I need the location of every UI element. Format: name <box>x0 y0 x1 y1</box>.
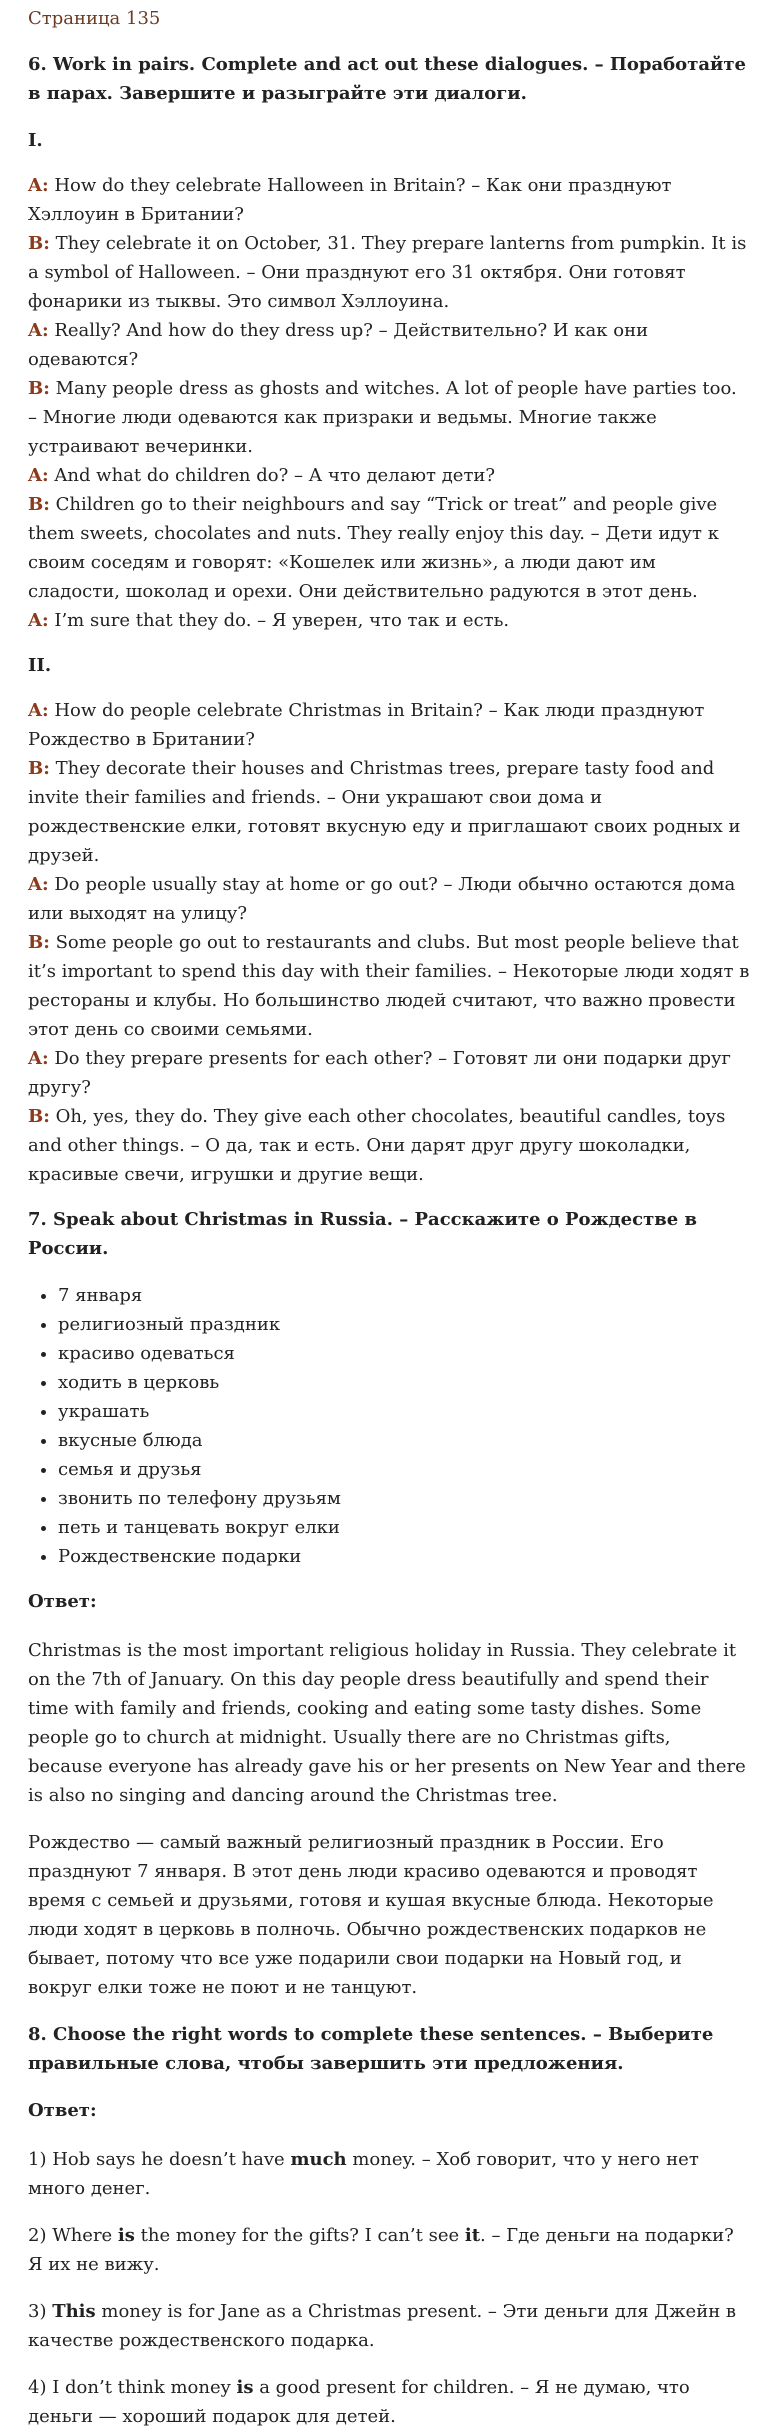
task-6-heading: 6. Work in pairs. Complete and act out these dialogues. – Поработайте в парах. Завершите и разыграйте эти диалоги. <box>28 54 746 104</box>
line-text: Really? And how do they dress up? – Действительно? И как они одеваются? <box>28 320 649 370</box>
list-item: • Рождественские подарки <box>58 1542 750 1571</box>
sentence-list <box>28 2145 750 2431</box>
dialogue-line <box>28 490 750 606</box>
sentence-text: money is for Jane as a Christmas present. – Эти деньги для Джейн в качестве рождественского подарка. <box>28 2301 737 2351</box>
dialogue-line <box>28 374 750 461</box>
page-number: Страница 135 <box>28 8 161 29</box>
speaker-label: A: <box>28 175 49 196</box>
sentence-text: 4) I don’t think money <box>28 2377 237 2398</box>
dialogue-line <box>28 606 750 635</box>
line-text: Do they prepare presents for each other? – Готовят ли они подарки друг другу? <box>28 1048 731 1098</box>
dialogue-line <box>28 1102 750 1189</box>
speaker-label: B: <box>28 494 50 515</box>
line-text: Some people go out to restaurants and clubs. But most people believe that it’s important to spend this day with their families. – Некоторые люди ходят в рестораны и клубы. Но большинство людей считают, что важно провести этот день со своими семьями. <box>28 932 750 1040</box>
line-text: I’m sure that they do. – Я уверен, что так и есть. <box>48 610 510 631</box>
answer-russian: Рождество — самый важный религиозный праздник в России. Его празднуют 7 января. В этот день люди красиво одеваются и проводят время с семьей и друзьями, готовя и кушая вкусные блюда. Некоторые люди ходят в церковь в полночь. Обычно рождественских подарков не бывает, потому что все уже подарили свои подарки на Новый год, и вокруг елки тоже не поют и не танцуют. <box>28 1832 714 1998</box>
dialogue-line <box>28 461 750 490</box>
list-item: • религиозный праздник <box>58 1310 750 1339</box>
answer-english: Christmas is the most important religious holiday in Russia. They celebrate it on the 7th of January. On this day people dress beautifully and spend their time with family and friends, cooking and eating some tasty dishes. Some people go to church at midnight. Usually there are no Christmas gifts, because everyone has already gave his or her presents on New Year and there is also no singing and dancing around the Christmas tree. <box>28 1640 746 1806</box>
sentence-text: money. – Хоб говорит, что у него нет много денег. <box>28 2149 699 2199</box>
speaker-label: A: <box>28 320 49 341</box>
line-text: Do people usually stay at home or go out? – Люди обычно остаются дома или выходят на улицу? <box>28 874 736 924</box>
list-item: • ходить в церковь <box>58 1368 750 1397</box>
task-8-heading: 8. Choose the right words to complete these sentences. – Выберите правильные слова, чтобы завершить эти предложения. <box>28 2024 714 2074</box>
dialogue-line <box>28 870 750 928</box>
list-item: • красиво одеваться <box>58 1339 750 1368</box>
line-text: And what do children do? – А что делают дети? <box>48 465 496 486</box>
task-8-answer-label: Ответ: <box>28 2100 97 2121</box>
sentence <box>28 2145 750 2203</box>
sentence-text: 1) Hob says he doesn’t have <box>28 2149 291 2170</box>
speaker-label: A: <box>28 465 49 486</box>
dialogues <box>28 126 750 1189</box>
sentence <box>28 2297 750 2355</box>
list-item: • вкусные блюда <box>58 1426 750 1455</box>
sentence-text: . – Где деньги на подарки? Я их не вижу. <box>28 2225 734 2275</box>
dialogue-line <box>28 1044 750 1102</box>
sentence-text: a good present for children. – Я не думаю, что деньги — хороший подарок для детей. <box>28 2377 690 2427</box>
dialogue-line <box>28 229 750 316</box>
speaker-label: A: <box>28 1048 49 1069</box>
task-6 <box>28 50 750 1189</box>
answer-word: This <box>52 2301 96 2322</box>
sentence <box>28 2373 750 2431</box>
sentence-text: the money for the gifts? I can’t see <box>134 2225 465 2246</box>
dialogue-line <box>28 696 750 754</box>
answer-word: it <box>464 2225 481 2246</box>
answer-word: is <box>117 2225 135 2246</box>
line-text: Children go to their neighbours and say “Trick or treat” and people give them sweets, chocolates and nuts. They really enjoy this day. – Дети идут к своим соседям и говорят: «Кошелек или жизнь», а люди дают им сладости, шоколад и орехи. Они действительно радуются в этот день. <box>28 494 719 602</box>
line-text: How do they celebrate Halloween in Britain? – Как они празднуют Хэллоуин в Британии? <box>28 175 672 225</box>
speaker-label: A: <box>28 700 49 721</box>
keyword-list <box>28 1281 750 1571</box>
speaker-label: B: <box>28 233 50 254</box>
dialogue-line <box>28 928 750 1044</box>
list-item: • украшать <box>58 1397 750 1426</box>
sentence-text: 2) Where <box>28 2225 118 2246</box>
speaker-label: B: <box>28 1106 50 1127</box>
list-item: • звонить по телефону друзьям <box>58 1484 750 1513</box>
task-8 <box>28 2020 750 2431</box>
speaker-label: A: <box>28 610 49 631</box>
list-item: • семья и друзья <box>58 1455 750 1484</box>
task-7-answer-label: Ответ: <box>28 1591 97 1612</box>
line-text: They decorate their houses and Christmas trees, prepare tasty food and invite their families and friends. – Они украшают свои дома и рождественские елки, готовят вкусную еду и приглашают своих родных и друзей. <box>28 758 741 866</box>
dialogue-block <box>28 171 750 635</box>
dialogue-label: II. <box>28 655 52 676</box>
task-7-heading: 7. Speak about Christmas in Russia. – Расскажите о Рождестве в России. <box>28 1209 697 1259</box>
dialogue-line <box>28 754 750 870</box>
sentence-text: 3) <box>28 2301 53 2322</box>
line-text: They celebrate it on October, 31. They prepare lanterns from pumpkin. It is a symbol of Halloween. – Они празднуют его 31 октября. Они готовят фонарики из тыквы. Это символ Хэллоуина. <box>28 233 747 312</box>
speaker-label: B: <box>28 758 50 779</box>
dialogue-label: I. <box>28 130 43 151</box>
list-item: • 7 января <box>58 1281 750 1310</box>
sentence <box>28 2221 750 2279</box>
dialogue-block <box>28 696 750 1189</box>
list-item: • петь и танцевать вокруг елки <box>58 1513 750 1542</box>
line-text: Oh, yes, they do. They give each other chocolates, beautiful candles, toys and other things. – О да, так и есть. Они дарят друг другу шоколадки, красивые свечи, игрушки и другие вещи. <box>28 1106 726 1185</box>
line-text: How do people celebrate Christmas in Britain? – Как люди празднуют Рождество в Британии? <box>28 700 705 750</box>
dialogue-line <box>28 171 750 229</box>
task-7 <box>28 1205 750 2002</box>
speaker-label: B: <box>28 378 50 399</box>
answer-word: much <box>290 2149 347 2170</box>
line-text: Many people dress as ghosts and witches. A lot of people have parties too. – Многие люди одеваются как призраки и ведьмы. Многие также устраивают вечеринки. <box>28 378 737 457</box>
answer-word: is <box>236 2377 254 2398</box>
speaker-label: B: <box>28 932 50 953</box>
dialogue-line <box>28 316 750 374</box>
speaker-label: A: <box>28 874 49 895</box>
